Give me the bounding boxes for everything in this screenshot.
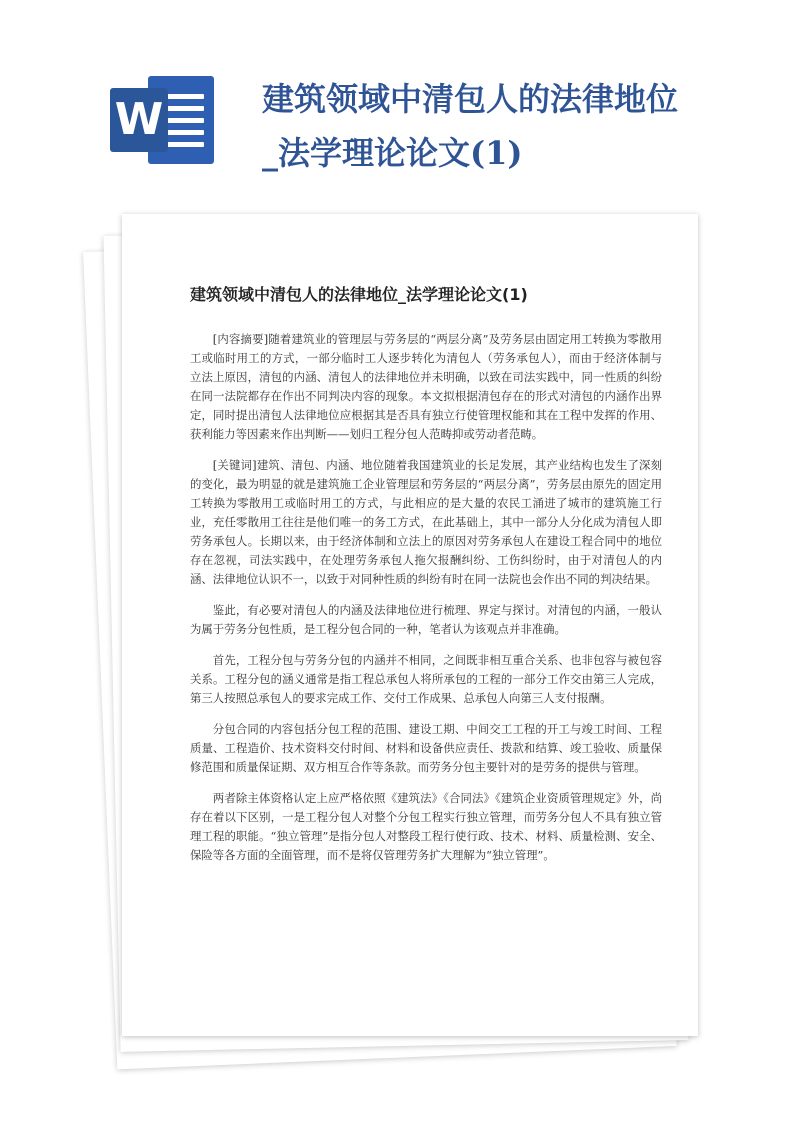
document-body <box>190 330 662 877</box>
word-icon-letter: W <box>110 88 168 152</box>
page-title: 建筑领域中清包人的法律地位_法学理论论文(1) <box>190 285 528 304</box>
document-page <box>122 214 698 1036</box>
paragraph-keywords: [关键词]建筑、清包、内涵、地位随着我国建筑业的长足发展，其产业结构也发生了深刻的变化，最为明显的就是建筑施工企业管理层和劳务层的“两层分离”，劳务层由原先的固定用工转换为零散用工或临时用工的方式，与此相应的是大量的农民工涌进了城市的建筑施工行业，充任零散用工往往是他们唯一的务工方式，在此基础上，其中一部分人分化成为清包人即劳务承包人。长期以来，由于经济体制和立法上的原因对劳务承包人在建设工程合同中的地位存在忽视，司法实践中，在处理劳务承包人拖欠报酬纠纷、工伤纠纷时，由于对清包人的内涵、法律地位认识不一，以致于对同种性质的纠纷有时在同一法院也会作出不同的判决结果。 <box>190 458 662 586</box>
heading-line-1: 建筑领域中清包人的法律地位 <box>262 80 679 118</box>
paragraph: 首先，工程分包与劳务分包的内涵并不相同，之间既非相互重合关系、也非包容与被包容关系。工程分包的涵义通常是指工程总承包人将所承包的工程的一部分工作交由第三人完成，第三人按照总承包人的要求完成工作、交付工作成果、总承包人向第三人支付报酬。 <box>190 653 662 705</box>
paragraph: 鉴此，有必要对清包人的内涵及法律地位进行梳理、界定与探讨。对清包的内涵，一般认为属于劳务分包性质，是工程分包合同的一种，笔者认为该观点并非准确。 <box>190 603 662 636</box>
document-header <box>0 0 800 200</box>
paragraph: 两者除主体资格认定上应严格依照《建筑法》《合同法》《建筑企业资质管理规定》外，尚存在着以下区别，一是工程分包人对整个分包工程实行独立管理，而劳务分包人不具有独立管理工程的职能。“独立管理”是指分包人对整段工程行使行政、技术、材料、质量检测、安全、保险等各方面的全面管理，而不是将仅管理劳务扩大理解为“独立管理”。 <box>190 791 662 862</box>
paragraph-abstract: [内容摘要]随着建筑业的管理层与劳务层的“两层分离”及劳务层由固定用工转换为零散用工或临时用工的方式，一部分临时工人逐步转化为清包人（劳务承包人），而由于经济体制与立法上原因，清包的内涵、清包人的法律地位并未明确，以致在司法实践中，同一性质的纠纷在同一法院都存在作出不同判决内容的现象。本文拟根据清包存在的形式对清包的内涵作出界定，同时提出清包人法律地位应根据其是否具有独立行使管理权能和其在工程中发挥的作用、获利能力等因素来作出判断——划归工程分包人范畴抑或劳动者范畴。 <box>190 332 662 441</box>
paragraph: 分包合同的内容包括分包工程的范围、建设工期、中间交工工程的开工与竣工时间、工程质量、工程造价、技术资料交付时间、材料和设备供应责任、拨款和结算、竣工验收、质量保修范围和质量保证期、双方相互合作等条款。而劳务分包主要针对的是劳务的提供与管理。 <box>190 722 662 774</box>
word-document-icon <box>108 70 218 170</box>
document-heading <box>262 72 782 180</box>
heading-line-2: _法学理论论文(1) <box>262 134 523 172</box>
